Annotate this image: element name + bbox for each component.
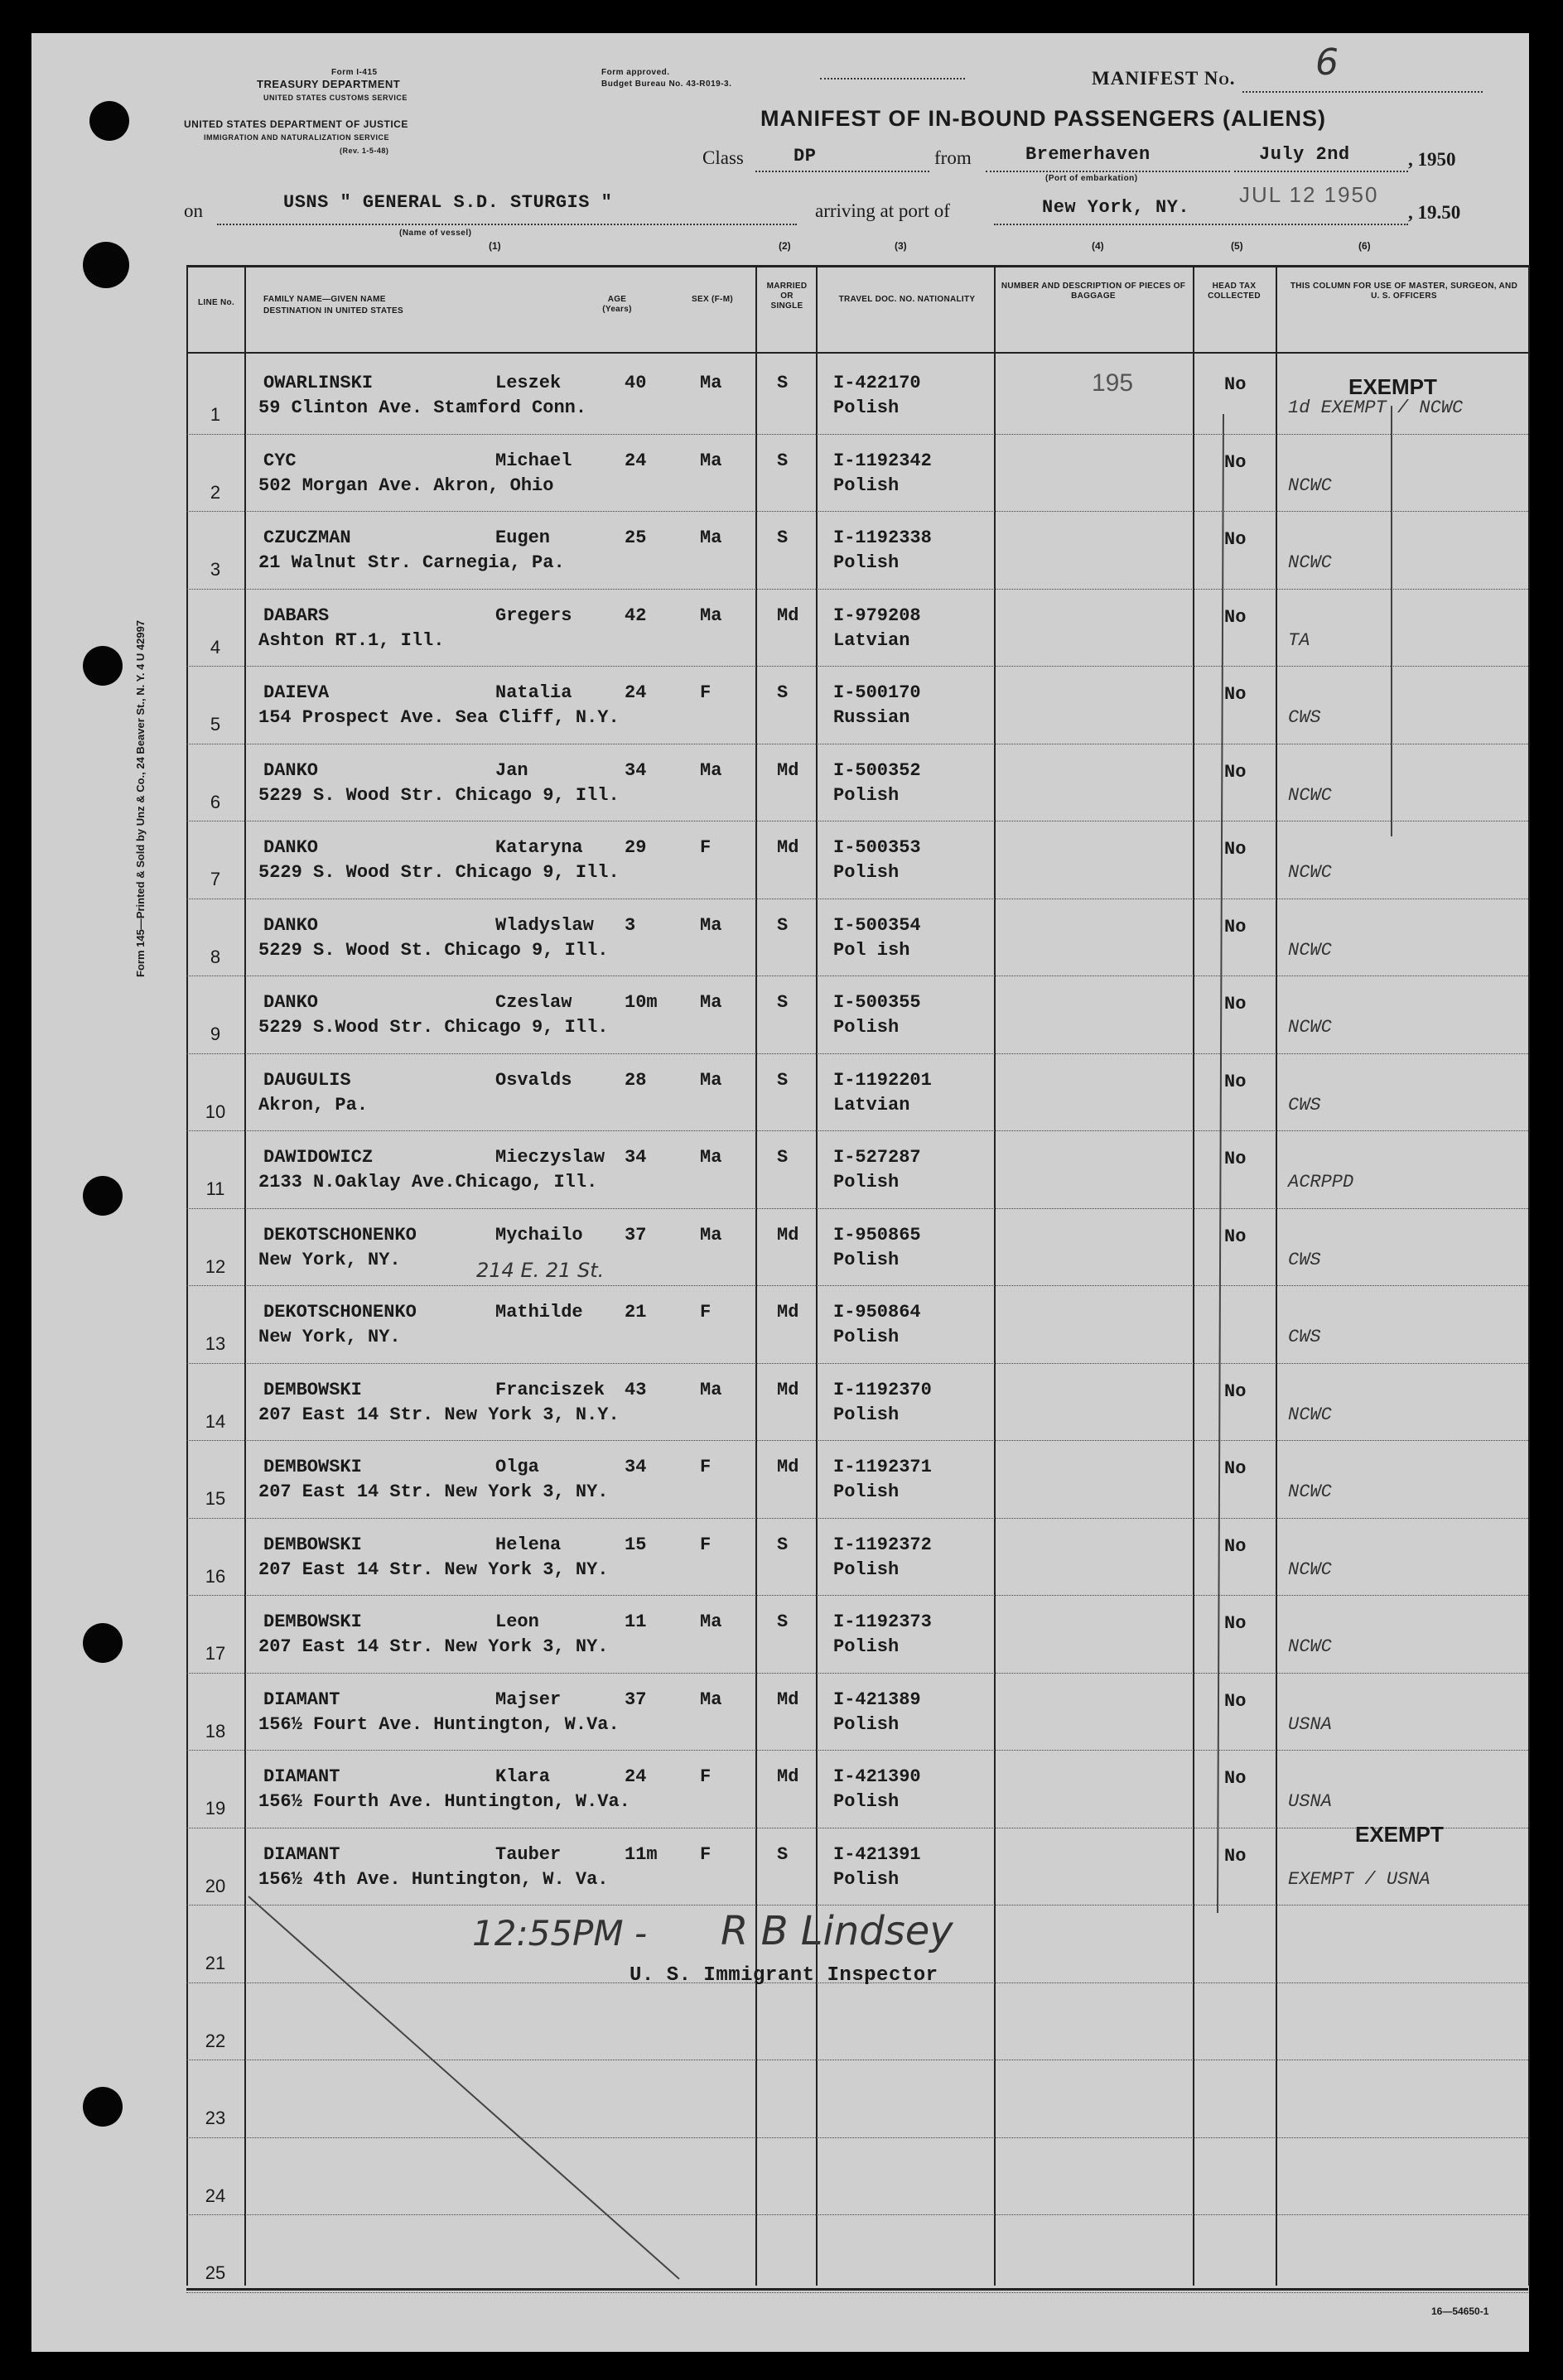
- age: 34: [625, 759, 647, 781]
- travel-doc-no: I-1192373: [833, 1612, 932, 1632]
- sex: F: [700, 837, 712, 858]
- nationality: Latvian: [833, 1094, 910, 1115]
- given-name: Leon: [495, 1612, 539, 1632]
- nationality: Russian: [833, 707, 910, 728]
- col-header-age: AGE (Years): [602, 295, 632, 314]
- marital-status: Md: [777, 1766, 799, 1787]
- travel-doc-no: I-421390: [833, 1766, 921, 1787]
- family-name: DANKO: [263, 837, 319, 858]
- nationality: Polish: [833, 862, 900, 883]
- col-header-sex: SEX (F-M): [692, 295, 733, 304]
- exempt-stamp-top: EXEMPT: [1348, 374, 1437, 399]
- marital-status: S: [777, 1843, 789, 1865]
- age: 34: [625, 1457, 647, 1477]
- family-name: DEMBOWSKI: [263, 1457, 362, 1477]
- destination: 156½ Fourt Ave. Huntington, W.Va.: [258, 1713, 620, 1735]
- age: 24: [625, 1766, 647, 1787]
- officer-note: NCWC: [1288, 1559, 1332, 1580]
- head-tax: No: [1224, 761, 1247, 783]
- family-name: DAIEVA: [263, 682, 330, 703]
- col-num-3: (3): [895, 240, 907, 252]
- nationality: Latvian: [833, 629, 910, 651]
- destination: 5229 S. Wood Str. Chicago 9, Ill.: [258, 862, 620, 883]
- nationality: Polish: [833, 784, 900, 806]
- inspector-title: U. S. Immigrant Inspector: [630, 1964, 938, 1987]
- embark-date: July 2nd: [1259, 144, 1350, 165]
- destination: 2133 N.Oaklay Ave.Chicago, Ill.: [258, 1172, 598, 1192]
- family-name: DEMBOWSKI: [263, 1379, 362, 1400]
- destination: 156½ 4th Ave. Huntington, W. Va.: [258, 1868, 609, 1890]
- given-name: Czeslaw: [495, 992, 572, 1013]
- manifest-no-label: MANIFEST No.: [1092, 68, 1236, 89]
- destination: 21 Walnut Str. Carnegia, Pa.: [258, 552, 565, 573]
- officer-note: ACRPPD: [1288, 1172, 1354, 1192]
- arrival-date-stamp: JUL 12 1950: [1239, 182, 1379, 207]
- travel-doc-no: I-500352: [833, 759, 921, 781]
- dept-justice: UNITED STATES DEPARTMENT OF JUSTICE: [184, 118, 408, 130]
- nationality: Polish: [833, 1249, 900, 1270]
- head-tax: No: [1224, 374, 1247, 395]
- destination: 59 Clinton Ave. Stamford Conn.: [258, 397, 587, 418]
- family-name: DIAMANT: [263, 1766, 340, 1787]
- line-number: 3: [210, 559, 221, 580]
- nationality: Polish: [833, 397, 900, 418]
- head-tax: No: [1224, 1071, 1247, 1092]
- head-tax: No: [1224, 1613, 1247, 1634]
- marital-status: Md: [777, 837, 799, 858]
- marital-status: Md: [777, 1302, 799, 1322]
- from-label: from: [934, 147, 972, 168]
- footer-code: 16—54650-1: [1431, 2305, 1489, 2317]
- line-number: 11: [205, 1178, 225, 1199]
- officer-note: TA: [1288, 629, 1310, 651]
- given-name: Helena: [495, 1534, 562, 1555]
- travel-doc-no: I-500170: [833, 682, 921, 703]
- travel-doc-no: I-1192342: [833, 450, 932, 471]
- marital-status: S: [777, 528, 789, 548]
- officer-note: USNA: [1288, 1791, 1332, 1812]
- family-name: CZUCZMAN: [263, 528, 351, 548]
- travel-doc-no: I-1192371: [833, 1457, 932, 1477]
- line-number: 10: [205, 1101, 226, 1122]
- head-tax: No: [1224, 1380, 1247, 1402]
- col-num-1: (1): [489, 240, 501, 252]
- form-number: Form I-415: [331, 68, 378, 77]
- age: 34: [625, 1147, 647, 1168]
- sex: F: [700, 1457, 712, 1477]
- age: 40: [625, 373, 647, 393]
- travel-doc-no: I-979208: [833, 605, 921, 626]
- col-header-baggage: NUMBER AND DESCRIPTION OF PIECES OF BAGGAGE: [1001, 282, 1186, 301]
- col-header-name: FAMILY NAME—GIVEN NAME: [263, 295, 386, 304]
- nationality: Polish: [833, 1868, 900, 1890]
- age: 15: [625, 1534, 647, 1555]
- vessel-name: USNS " GENERAL S.D. STURGIS ": [283, 192, 613, 213]
- family-name: OWARLINSKI: [263, 373, 374, 393]
- nationality: Polish: [833, 552, 900, 573]
- destination: 207 East 14 Str. New York 3, NY.: [258, 1636, 609, 1657]
- age: 24: [625, 682, 647, 703]
- head-tax: No: [1224, 1768, 1247, 1789]
- given-name: Osvalds: [495, 1069, 572, 1091]
- nationality: Polish: [833, 1481, 900, 1502]
- age: 11: [625, 1612, 647, 1632]
- given-name: Gregers: [495, 605, 572, 626]
- head-tax: No: [1224, 1535, 1247, 1557]
- marital-status: Md: [777, 605, 799, 626]
- destination: 207 East 14 Str. New York 3, NY.: [258, 1559, 609, 1580]
- nationality: Polish: [833, 1327, 900, 1347]
- travel-doc-no: I-422170: [833, 373, 921, 393]
- given-name: Kataryna: [495, 837, 583, 858]
- sex: Ma: [700, 450, 722, 471]
- handwritten-address: 214 E. 21 St.: [476, 1259, 605, 1282]
- travel-doc-no: I-1192372: [833, 1534, 932, 1555]
- arrival-year: , 19.50: [1408, 202, 1461, 223]
- sex: Ma: [700, 1147, 722, 1168]
- officer-note: USNA: [1288, 1713, 1332, 1735]
- age: 3: [625, 914, 636, 936]
- col-header-travel-doc: TRAVEL DOC. NO. NATIONALITY: [838, 295, 976, 304]
- line-number: 15: [205, 1488, 226, 1509]
- destination: 154 Prospect Ave. Sea Cliff, N.Y.: [258, 707, 620, 728]
- head-tax: No: [1224, 1845, 1247, 1867]
- head-tax: No: [1224, 451, 1247, 473]
- col-num-4: (4): [1092, 240, 1104, 252]
- col-header-head-tax: HEAD TAX COLLECTED: [1208, 282, 1261, 301]
- col-header-line-no: LINE No.: [197, 298, 235, 307]
- destination: New York, NY.: [258, 1327, 401, 1347]
- age: 24: [625, 450, 647, 471]
- marital-status: S: [777, 1147, 789, 1168]
- exempt-stamp-bottom: EXEMPT: [1355, 1822, 1444, 1847]
- line-number: 24: [205, 2185, 226, 2206]
- given-name: Mychailo: [495, 1224, 583, 1245]
- officer-note: NCWC: [1288, 1017, 1332, 1038]
- age: 10m: [625, 992, 658, 1013]
- given-name: Klara: [495, 1766, 551, 1787]
- destination: New York, NY.: [258, 1249, 401, 1270]
- port-embark-caption: (Port of embarkation): [1045, 174, 1138, 183]
- travel-doc-no: I-1192201: [833, 1069, 932, 1091]
- nationality: Polish: [833, 1559, 900, 1580]
- destination: 5229 S.Wood Str. Chicago 9, Ill.: [258, 1017, 609, 1038]
- marital-status: Md: [777, 1689, 799, 1710]
- destination: 156½ Fourth Ave. Huntington, W.Va.: [258, 1791, 630, 1812]
- sex: F: [700, 1534, 712, 1555]
- nationality: Polish: [833, 1636, 900, 1657]
- col-header-married: MARRIED OR SINGLE: [766, 282, 808, 311]
- vessel-caption: (Name of vessel): [399, 229, 472, 238]
- family-name: CYC: [263, 450, 297, 471]
- nationality: Polish: [833, 1404, 900, 1425]
- head-tax: No: [1224, 1690, 1247, 1712]
- head-tax: No: [1224, 529, 1247, 550]
- destination: 502 Morgan Ave. Akron, Ohio: [258, 475, 554, 496]
- destination: Akron, Pa.: [258, 1094, 369, 1115]
- age: 42: [625, 605, 647, 626]
- given-name: Wladyslaw: [495, 914, 594, 936]
- form-revision: (Rev. 1-5-48): [340, 147, 389, 155]
- age: 29: [625, 837, 647, 858]
- inspection-time: 12:55PM -: [472, 1913, 648, 1954]
- travel-doc-no: I-950864: [833, 1302, 921, 1322]
- line-number: 23: [205, 2108, 226, 2128]
- given-name: Natalia: [495, 682, 572, 703]
- marital-status: S: [777, 1612, 789, 1632]
- travel-doc-no: I-500353: [833, 837, 921, 858]
- col-num-5: (5): [1231, 240, 1243, 252]
- officer-note: CWS: [1288, 1327, 1321, 1347]
- on-label: on: [184, 200, 203, 221]
- age: 37: [625, 1689, 647, 1710]
- officer-note: NCWC: [1288, 939, 1332, 961]
- nationality: Polish: [833, 475, 900, 496]
- line-number: 4: [210, 636, 221, 658]
- nationality: Polish: [833, 1017, 900, 1038]
- age: 21: [625, 1302, 647, 1322]
- officer-note: 1d EXEMPT / NCWC: [1288, 397, 1464, 418]
- head-tax: No: [1224, 606, 1247, 628]
- line-number: 1: [210, 404, 221, 425]
- head-tax: No: [1224, 1458, 1247, 1479]
- budget-bureau: Budget Bureau No. 43-R019-3.: [601, 79, 732, 89]
- line-number: 16: [205, 1565, 226, 1587]
- head-tax: No: [1224, 916, 1247, 937]
- line-number: 5: [210, 714, 221, 735]
- class-label: Class: [702, 147, 744, 168]
- marital-status: Md: [777, 1224, 799, 1245]
- treasury-dept: TREASURY DEPARTMENT: [257, 78, 401, 90]
- line-number: 9: [210, 1024, 221, 1044]
- marital-status: Md: [777, 1457, 799, 1477]
- officer-note: NCWC: [1288, 552, 1332, 573]
- marital-status: S: [777, 373, 789, 393]
- marital-status: Md: [777, 759, 799, 781]
- family-name: DAWIDOWICZ: [263, 1147, 374, 1168]
- head-tax: No: [1224, 684, 1247, 705]
- officer-note: NCWC: [1288, 862, 1332, 883]
- line-number: 2: [210, 481, 221, 503]
- sex: Ma: [700, 1069, 722, 1091]
- line-number: 21: [205, 1953, 226, 1973]
- officer-note: EXEMPT / USNA: [1288, 1868, 1430, 1890]
- family-name: DEKOTSCHONENKO: [263, 1224, 417, 1245]
- family-name: DEKOTSCHONENKO: [263, 1302, 417, 1322]
- line-number: 8: [210, 946, 221, 967]
- manifest-number: 6: [1315, 41, 1339, 84]
- sex: Ma: [700, 528, 722, 548]
- marital-status: S: [777, 1069, 789, 1091]
- destination: 5229 S. Wood St. Chicago 9, Ill.: [258, 939, 609, 961]
- officer-note: NCWC: [1288, 1636, 1332, 1657]
- head-tax: No: [1224, 1149, 1247, 1169]
- sex: Ma: [700, 373, 722, 393]
- sex: Ma: [700, 759, 722, 781]
- sex: Ma: [700, 1379, 722, 1400]
- line-number: 19: [205, 1798, 226, 1819]
- line-number: 7: [210, 869, 221, 889]
- customs-service: UNITED STATES CUSTOMS SERVICE: [263, 94, 408, 102]
- arriving-label: arriving at port of: [815, 200, 950, 221]
- family-name: DIAMANT: [263, 1843, 340, 1865]
- sex: F: [700, 1302, 712, 1322]
- family-name: DEMBOWSKI: [263, 1534, 362, 1555]
- manifest-title: MANIFEST OF IN-BOUND PASSENGERS (ALIENS): [760, 106, 1327, 131]
- nationality: Polish: [833, 1713, 900, 1735]
- family-name: DANKO: [263, 992, 319, 1013]
- line-number: 14: [205, 1410, 226, 1432]
- travel-doc-no: I-500355: [833, 992, 921, 1013]
- col-num-6: (6): [1358, 240, 1371, 252]
- given-name: Eugen: [495, 528, 551, 548]
- col-header-destination: DESTINATION IN UNITED STATES: [263, 306, 403, 316]
- nationality: Pol ish: [833, 939, 910, 961]
- marital-status: Md: [777, 1379, 799, 1400]
- travel-doc-no: I-950865: [833, 1224, 921, 1245]
- line-number: 6: [210, 791, 221, 812]
- col-num-2: (2): [779, 240, 791, 252]
- marital-status: S: [777, 992, 789, 1013]
- family-name: DEMBOWSKI: [263, 1612, 362, 1632]
- inspector-signature: R B Lindsey: [721, 1908, 953, 1954]
- line-number: 12: [205, 1255, 226, 1277]
- sex: Ma: [700, 1689, 722, 1710]
- line-number: 13: [205, 1333, 226, 1354]
- marital-status: S: [777, 682, 789, 703]
- sex: Ma: [700, 1612, 722, 1632]
- officer-note: NCWC: [1288, 475, 1332, 496]
- given-name: Majser: [495, 1689, 562, 1710]
- family-name: DANKO: [263, 914, 319, 936]
- port-of-embarkation: Bremerhaven: [1025, 144, 1151, 165]
- line-number: 22: [205, 2030, 226, 2051]
- travel-doc-no: I-1192338: [833, 528, 932, 548]
- line-number: 18: [205, 1720, 226, 1742]
- officer-note: NCWC: [1288, 1481, 1332, 1502]
- marital-status: S: [777, 1534, 789, 1555]
- given-name: Michael: [495, 450, 572, 471]
- sex: Ma: [700, 1224, 722, 1245]
- marital-status: S: [777, 914, 789, 936]
- officer-note: CWS: [1288, 1094, 1321, 1115]
- given-name: Jan: [495, 759, 528, 781]
- class-value: DP: [794, 146, 817, 166]
- sex: F: [700, 1843, 712, 1865]
- age: 43: [625, 1379, 647, 1400]
- family-name: DIAMANT: [263, 1689, 340, 1710]
- age: 11m: [625, 1843, 658, 1865]
- head-tax: No: [1224, 839, 1247, 860]
- sex: Ma: [700, 914, 722, 936]
- travel-doc-no: I-500354: [833, 914, 921, 936]
- destination: 207 East 14 Str. New York 3, NY.: [258, 1481, 609, 1502]
- age: 37: [625, 1224, 647, 1245]
- family-name: DANKO: [263, 759, 319, 781]
- printer-side-text: Form 145—Printed & Sold by Unz & Co., 24 Beaver St., N. Y. 4 U 42997: [134, 619, 147, 977]
- family-name: DABARS: [263, 605, 330, 626]
- sex: Ma: [700, 992, 722, 1013]
- sex: Ma: [700, 605, 722, 626]
- given-name: Mieczyslaw: [495, 1147, 605, 1168]
- travel-doc-no: I-527287: [833, 1147, 921, 1168]
- ins-service: IMMIGRATION AND NATURALIZATION SERVICE: [204, 133, 389, 142]
- sex: F: [700, 1766, 712, 1787]
- sex: F: [700, 682, 712, 703]
- travel-doc-no: I-421389: [833, 1689, 921, 1710]
- travel-doc-no: I-1192370: [833, 1379, 932, 1400]
- officer-note: NCWC: [1288, 784, 1332, 806]
- given-name: Olga: [495, 1457, 539, 1477]
- nationality: Polish: [833, 1791, 900, 1812]
- line-number: 25: [205, 2262, 226, 2283]
- nationality: Polish: [833, 1172, 900, 1192]
- officer-note: CWS: [1288, 1249, 1321, 1270]
- embark-year: , 1950: [1408, 149, 1456, 170]
- travel-doc-no: I-421391: [833, 1843, 921, 1865]
- given-name: Tauber: [495, 1843, 562, 1865]
- head-tax: No: [1224, 1226, 1247, 1247]
- line-number: 20: [205, 1875, 226, 1896]
- destination: 207 East 14 Str. New York 3, N.Y.: [258, 1404, 620, 1425]
- age: 28: [625, 1069, 647, 1091]
- head-tax: No: [1224, 994, 1247, 1014]
- age: 25: [625, 528, 647, 548]
- destination: Ashton RT.1, Ill.: [258, 629, 445, 651]
- officer-note: CWS: [1288, 707, 1321, 728]
- line-number: 17: [205, 1643, 226, 1664]
- given-name: Franciszek: [495, 1379, 605, 1400]
- family-name: DAUGULIS: [263, 1069, 351, 1091]
- given-name: Mathilde: [495, 1302, 583, 1322]
- officer-note: NCWC: [1288, 1404, 1332, 1425]
- col-header-officers: THIS COLUMN FOR USE OF MASTER, SURGEON, AND U. S. OFFICERS: [1290, 282, 1518, 301]
- marital-status: S: [777, 450, 789, 471]
- port-of-arrival: New York, NY.: [1042, 197, 1190, 218]
- baggage-count: 195: [1092, 369, 1134, 397]
- given-name: Leszek: [495, 373, 562, 393]
- form-approved: Form approved.: [601, 68, 670, 77]
- destination: 5229 S. Wood Str. Chicago 9, Ill.: [258, 784, 620, 806]
